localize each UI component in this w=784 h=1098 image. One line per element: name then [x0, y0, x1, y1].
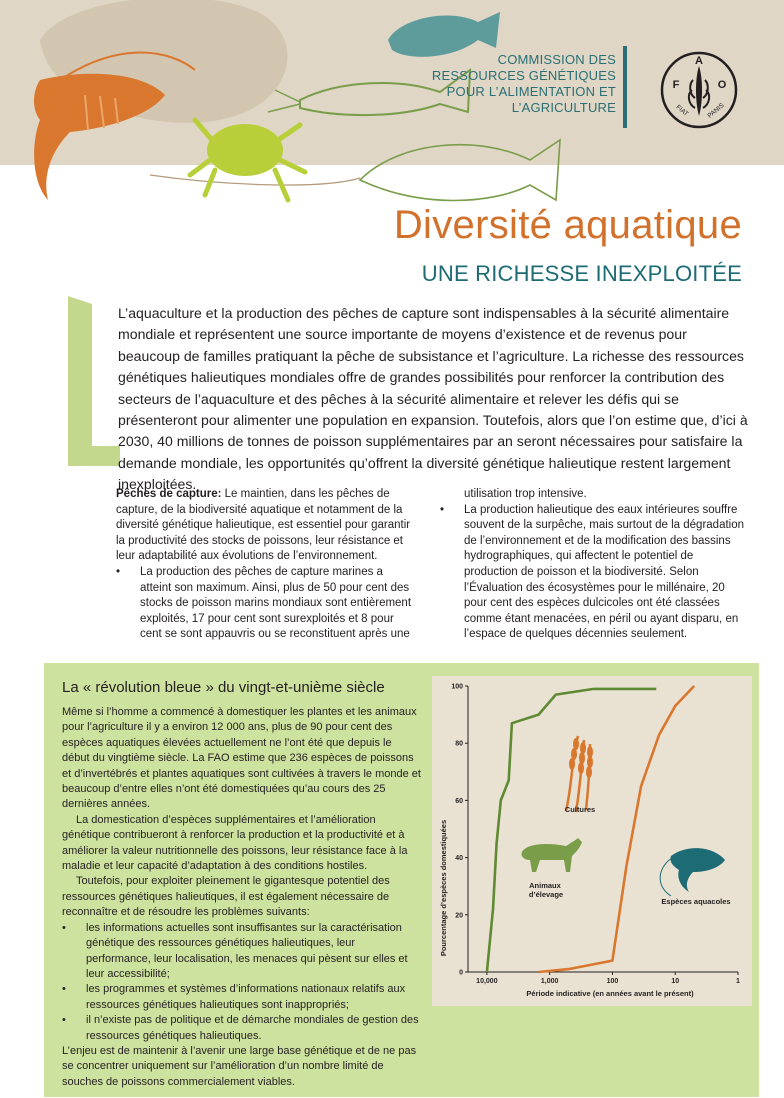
list-item [62, 921, 422, 983]
chart-background [432, 676, 752, 1006]
chart-y-tick-label: 40 [455, 855, 463, 863]
logo-letter-o: O [717, 79, 727, 91]
bullet-icon: • [116, 565, 121, 578]
chart-x-tick-label: 1,000 [540, 978, 559, 985]
crab-icon [207, 124, 283, 176]
box-title: La « révolution bleue » du vingt-et-unième siècle [62, 679, 385, 696]
intro-paragraph [118, 303, 748, 496]
logo-letter-f: F [672, 79, 680, 91]
intro-text: L’aquaculture et la production des pêches de capture sont indispensables à la sécurité alimentaire mondiale et représentent une source importante de moyens d’existence et de revenus pour beaucoup de familles pratiquant la pêche de subsistance et l’agriculture. La richesse des ressources génétiques halieutiques mondiales offre de grandes possibilités pour renforcer la contribution des secteurs de l’aquaculture et des pêches à la sécurité alimentaire et relever les défis qui se présenteront pour alimenter une population en expansion. Toutefois, alors que l’on estime que, d’ici à 2030, 40 millions de tonnes de poisson supplémentaires par an seront nécessaires pour satisfaire la demande mondiale, les opportunités qu’offrent la diversité génétique halieutique restent largement inexploitées. [118, 305, 748, 493]
divider-bar [623, 46, 627, 128]
capture-column-1 [116, 487, 416, 643]
chart-y-tick-label: 0 [459, 969, 463, 977]
domestication-chart [432, 676, 752, 1006]
box-paragraph: L’enjeu est de maintenir à l’avenir une large base génétique et de ne pas se concentrer uniquement sur l’amélioration d’un nombre limité de souches de poissons commercialement viables. [62, 1044, 417, 1088]
chart-x-tick-label: 10,000 [476, 978, 498, 985]
box-text [62, 705, 422, 1090]
list-item [62, 982, 422, 1013]
capture-text: Le maintien, dans les pêches de capture, de la biodiversité aquatique et notamment de la diversité génétique halieutique, est essentiel pour garantir la productivité des stocks de poissons, leur résistance et leur adaptabilité aux évolutions de l’environnement. [116, 488, 411, 563]
bullet-text: La production des pêches de capture marines a atteint son maximum. Ainsi, plus de 50 pour cent des stocks de poisson marins mondiaux sont entièrement exploités, 17 pour cent sont surexploités et 8 pour cent se sont appauvris ou se reconstituent après une [140, 565, 412, 641]
fish-outline-icon [360, 140, 560, 201]
tilapia-icon [388, 12, 500, 57]
chart-annotation-line: Animaux [529, 881, 561, 890]
bullet-continuation: utilisation trop intensive. [464, 488, 587, 500]
bullet-text: les informations actuelles sont insuffisantes sur la caractérisation génétique des ressources génétiques halieutiques, leur performance, leur localisation, les menaces qui pèsent sur elles et leur accessibilité; [86, 921, 408, 980]
chart-x-label: Période indicative (en années avant le présent) [526, 989, 694, 998]
box-paragraph: Toutefois, pour exploiter pleinement le gigantesque potentiel des ressources génétiques halieutiques, il est également nécessaire de reconnaître et de résoudre les problèmes suivants: [62, 875, 390, 919]
bullet-icon: • [62, 921, 66, 934]
list-item [62, 1013, 422, 1044]
chart-annotation-cultures: Cultures [564, 805, 596, 814]
bullet-icon: • [440, 503, 445, 516]
bullet-icon: • [62, 983, 66, 996]
chart-y-tick-label: 60 [455, 797, 463, 805]
logo-letter-a: A [695, 55, 703, 67]
capture-heading: Pêches de capture: [116, 488, 222, 500]
chart-y-tick-label: 100 [451, 683, 463, 691]
fao-logo [659, 50, 739, 130]
list-item [116, 565, 416, 643]
logo-motto-left: FIAT [674, 103, 690, 118]
capture-column-2 [440, 487, 746, 643]
chart-x-tick-label: 100 [606, 978, 619, 985]
header-banner [0, 0, 784, 165]
commission-name [386, 52, 616, 116]
logo-motto-right: PANIS [706, 102, 726, 120]
chart-x-tick-label: 10 [671, 978, 680, 985]
box-paragraph: La domestication d’espèces supplémentaires et l’amélioration génétique contribueront à renforcer la production et la productivité et à améliorer la valeur nutritionnelle des poissons, leur résistance face à la maladie et leur capacité d’adaptation à des conditions hostiles. [62, 813, 408, 873]
commission-line: POUR L’ALIMENTATION ET [446, 84, 616, 99]
bullet-icon: • [62, 1014, 66, 1027]
page-subtitle: UNE RICHESSE INEXPLOITÉE [421, 261, 742, 286]
shrimp-icon [34, 74, 165, 200]
chart-y-label: Pourcentage d’espèces domestiquées [439, 819, 448, 957]
chart-annotation-aquaculture: Espèces aquacoles [661, 897, 731, 906]
chart-annotation-livestock [529, 881, 563, 899]
chart-annotation-line: d’élevage [528, 890, 564, 899]
capture-paragraph [116, 487, 416, 565]
chart-y-tick-label: 80 [455, 740, 463, 748]
box-paragraph: Même si l’homme a commencé à domestiquer les plantes et les animaux pour l’agriculture il y a environ 12 000 ans, plus de 90 pour cent des espèces aquatiques élevées actuellement ne l’ont été que depuis le début du vingtième siècle. La FAO estime que 236 espèces de poissons et d’invertébrés et plantes aquatiques sont cultivées à travers le monde et beaucoup d’entre elles n’ont été domestiquées qu’au cours des 25 dernières années. [62, 706, 421, 811]
bullet-text: La production halieutique des eaux intérieures souffre souvent de la surpêche, mais surtout de la dégradation de l’environnement et de la modification des bassins hydrographiques, qui affectent le potentiel de production de poisson et la biodiversité. Selon l’Évaluation des écosystèmes pour le millénaire, 20 pour cent des espèces dulcicoles ont été classées comme étant menacées, en péril ou ayant disparu, en l’espace de quelques décennies seulement. [464, 503, 745, 641]
commission-line: COMMISSION DES [497, 52, 616, 67]
commission-line: L’AGRICULTURE [511, 100, 616, 115]
page-title: Diversité aquatique [393, 203, 742, 247]
chart-y-tick-label: 20 [455, 912, 463, 920]
list-item [440, 503, 746, 643]
commission-line: RESSOURCES GÉNÉTIQUES [431, 68, 616, 83]
chart-x-tick-label: 1 [736, 978, 740, 985]
bullet-text: il n’existe pas de politique et de démarche mondiales de gestion des ressources génétiques halieutiques. [86, 1014, 419, 1042]
dropcap-l [64, 296, 120, 466]
bullet-text: les programmes et systèmes d’informations nationaux relatifs aux ressources génétiques halieutiques sont inappropriés; [86, 983, 406, 1011]
